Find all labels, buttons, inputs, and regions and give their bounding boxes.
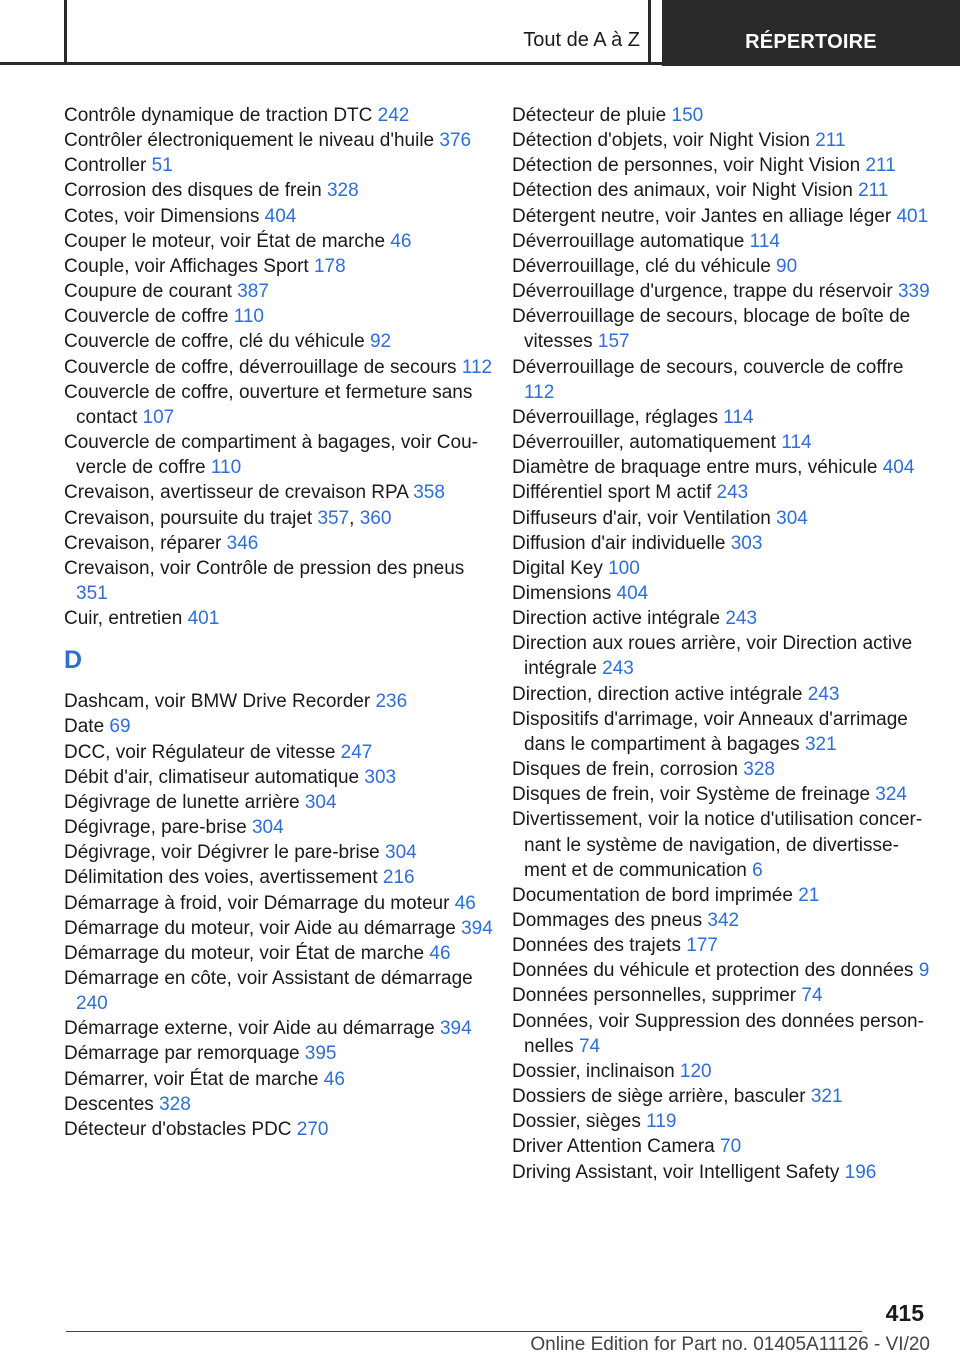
index-entry-term: Cuir, entretien xyxy=(64,608,183,630)
index-entry xyxy=(512,1160,932,1185)
index-entry xyxy=(64,279,494,304)
page-link[interactable]: 46 xyxy=(454,892,476,914)
index-entry-term: Couvercle de coffre, ouverture et fermeture sans contact xyxy=(64,381,473,428)
page-link[interactable]: 404 xyxy=(264,205,297,227)
page-link[interactable]: 242 xyxy=(377,105,410,126)
page-link[interactable]: 328 xyxy=(743,759,775,781)
index-entry-term: Démarrage par remorquage xyxy=(64,1043,300,1065)
index-entry-term: Données personnelles, supprimer xyxy=(512,985,797,1007)
page-link[interactable]: 9 xyxy=(918,960,930,982)
index-entry-term: Détergent neutre, voir Jantes en alliage léger xyxy=(512,205,892,227)
page-link[interactable]: 107 xyxy=(142,406,175,428)
page-link[interactable]: 321 xyxy=(810,1086,843,1108)
page-link[interactable]: 304 xyxy=(304,791,337,813)
index-entry xyxy=(64,556,494,606)
page-link[interactable]: 211 xyxy=(858,180,889,202)
page-link[interactable]: 112 xyxy=(461,356,493,378)
index-entry-term: Démarrage en côte, voir Assistant de démarrage xyxy=(64,968,473,989)
index-entry-term: Couvercle de coffre xyxy=(64,306,229,328)
page-link[interactable]: 395 xyxy=(304,1043,337,1065)
index-entry-term: Driving Assistant, voir Intelligent Safety xyxy=(512,1161,840,1183)
index-entry-term: Détection de personnes, voir Night Vision xyxy=(512,155,861,177)
index-entry-term: Divertissement, voir la notice d'utilisation concernant le système de navigation, de divertissement et de communication xyxy=(512,809,923,881)
index-entry xyxy=(512,782,932,807)
page-link[interactable]: 387 xyxy=(237,281,269,303)
page-link[interactable]: 324 xyxy=(875,784,907,806)
index-entry xyxy=(64,1092,494,1117)
index-entry-term: Couvercle de coffre, déverrouillage de secours xyxy=(64,356,457,378)
index-entry xyxy=(512,254,932,279)
index-entry-term: Couvercle de coffre, clé du véhicule xyxy=(64,331,365,353)
page-link[interactable]: 70 xyxy=(720,1136,742,1158)
page-link[interactable]: 112 xyxy=(524,381,555,403)
page-link[interactable]: 360 xyxy=(359,507,392,529)
index-entry-term: Détecteur d'obstacles PDC xyxy=(64,1118,292,1140)
index-entry-term: Crevaison, poursuite du trajet xyxy=(64,507,313,529)
index-entry xyxy=(512,204,932,229)
index-entry xyxy=(512,480,932,505)
page-link[interactable]: 328 xyxy=(326,180,359,202)
page-link[interactable]: 236 xyxy=(375,691,408,713)
index-entry xyxy=(64,153,494,178)
page-link[interactable]: 404 xyxy=(616,582,649,604)
index-entry xyxy=(64,865,494,890)
index-entry-term: Dossier, sièges xyxy=(512,1111,641,1133)
index-entry-term: Déverrouillage d'urgence, trappe du réservoir xyxy=(512,281,893,303)
index-entry-term: Diffusion d'air individuelle xyxy=(512,532,726,554)
page-link[interactable]: 119 xyxy=(646,1111,677,1133)
index-entry-term: Contrôler électroniquement le niveau d'huile xyxy=(64,130,435,152)
index-entry xyxy=(64,304,494,329)
index-entry xyxy=(64,178,494,203)
page-link[interactable]: 339 xyxy=(897,281,930,303)
index-entry-term: Diffuseurs d'air, voir Ventilation xyxy=(512,507,771,529)
page-link[interactable]: 303 xyxy=(364,766,397,788)
index-entry xyxy=(512,1084,932,1109)
index-entry-term: Documentation de bord imprimée xyxy=(512,884,793,906)
page-link[interactable]: 304 xyxy=(251,817,284,839)
page-link[interactable]: 6 xyxy=(752,859,763,881)
index-entry-term: Digital Key xyxy=(512,557,603,579)
index-entry-term: Démarrage du moteur, voir État de marche xyxy=(64,942,425,964)
index-entry-term: Corrosion des disques de frein xyxy=(64,180,322,202)
page-link[interactable]: 243 xyxy=(725,608,758,630)
index-entry xyxy=(64,1041,494,1066)
page-link[interactable]: 69 xyxy=(109,716,131,738)
section-title: Tout de A à Z xyxy=(523,29,640,51)
page-number: 415 xyxy=(885,1300,924,1326)
index-entry xyxy=(64,329,494,354)
page-link[interactable]: 74 xyxy=(578,1035,601,1057)
index-entry xyxy=(64,840,494,865)
index-entry xyxy=(512,933,932,958)
index-entry xyxy=(64,229,494,254)
page-link[interactable]: 243 xyxy=(602,658,634,680)
index-entry-term: Direction active intégrale xyxy=(512,608,721,630)
index-entry xyxy=(64,1117,494,1142)
index-entry xyxy=(64,714,494,739)
index-entry-term: Données des trajets xyxy=(512,935,681,957)
page-link[interactable]: 90 xyxy=(776,255,798,277)
index-entry xyxy=(512,178,932,203)
page-link[interactable]: 46 xyxy=(323,1068,345,1090)
index-entry-term: Démarrer, voir État de marche xyxy=(64,1068,319,1090)
index-entry xyxy=(64,128,494,153)
index-entry xyxy=(512,883,932,908)
index-entry xyxy=(512,581,932,606)
index-entry-term: Couple, voir Affichages Sport xyxy=(64,255,309,277)
index-entry-term: Contrôle dynamique de traction DTC xyxy=(64,105,373,126)
index-entry xyxy=(512,707,932,757)
index-entry-term: Données du véhicule et protection des données xyxy=(512,960,914,982)
index-entry xyxy=(512,1059,932,1084)
page-link[interactable]: 376 xyxy=(439,130,472,152)
index-entry xyxy=(64,689,494,714)
index-entry xyxy=(64,254,494,279)
index-entry xyxy=(64,355,494,380)
index-entry xyxy=(512,430,932,455)
index-entry-term: Controller xyxy=(64,155,147,177)
index-entry xyxy=(512,1109,932,1134)
index-entry xyxy=(64,480,494,505)
page-link[interactable]: 270 xyxy=(296,1118,329,1140)
index-entry-term: Dégivrage de lunette arrière xyxy=(64,791,300,813)
page-link[interactable]: 304 xyxy=(385,842,417,864)
index-entry xyxy=(512,229,932,254)
index-entry xyxy=(512,279,932,304)
index-entry-term: Démarrage à froid, voir Démarrage du moteur xyxy=(64,892,450,914)
footer-rule xyxy=(66,1331,862,1332)
page-link[interactable]: 74 xyxy=(801,985,823,1007)
index-entry-term: Détecteur de pluie xyxy=(512,105,667,126)
page-link[interactable]: 120 xyxy=(679,1060,712,1082)
page-link[interactable]: 346 xyxy=(226,532,259,554)
page-link[interactable]: 114 xyxy=(723,406,754,428)
index-entry xyxy=(512,757,932,782)
index-entry-term: Dimensions xyxy=(512,582,612,604)
page-link[interactable]: 178 xyxy=(313,255,346,277)
index-entry xyxy=(64,815,494,840)
index-entry-term: Déverrouillage de secours, couvercle de coffre xyxy=(512,356,904,378)
index-entry-term: Crevaison, avertisseur de crevaison RPA xyxy=(64,482,408,504)
index-entry-term: Dossiers de siège arrière, basculer xyxy=(512,1086,806,1108)
page-link[interactable]: 150 xyxy=(671,105,704,126)
page-link[interactable]: 177 xyxy=(686,935,718,957)
index-entry xyxy=(512,1009,932,1059)
index-entry xyxy=(512,153,932,178)
page-link[interactable]: 240 xyxy=(76,993,108,1015)
index-entry-term: DCC, voir Régulateur de vitesse xyxy=(64,741,336,763)
page-link[interactable]: 404 xyxy=(882,457,915,479)
index-entry xyxy=(64,531,494,556)
index-entry xyxy=(512,103,932,128)
index-entry-term: Direction, direction active intégrale xyxy=(512,683,803,705)
index-entry-term: Disques de frein, voir Système de freinage xyxy=(512,784,871,806)
page-link[interactable]: 114 xyxy=(781,432,812,454)
index-entry-term: Détection d'objets, voir Night Vision xyxy=(512,130,810,152)
index-entry-term: Direction aux roues arrière, voir Direction active intégrale xyxy=(512,633,913,680)
index-entry xyxy=(64,891,494,916)
index-entry-term: Débit d'air, climatiseur automatique xyxy=(64,766,360,788)
index-column-right xyxy=(512,103,932,1185)
section-tab[interactable]: RÉPERTOIRE xyxy=(662,0,960,66)
index-entry xyxy=(512,631,932,681)
page-link[interactable]: 321 xyxy=(804,733,837,755)
page-link[interactable]: 401 xyxy=(187,608,220,630)
header-rule xyxy=(0,62,662,65)
index-entry-term: Démarrage du moteur, voir Aide au démarrage xyxy=(64,917,456,939)
index-entry xyxy=(512,908,932,933)
index-entry xyxy=(64,1016,494,1041)
page-link[interactable]: 211 xyxy=(815,130,846,152)
index-entry xyxy=(64,430,494,480)
index-entry-term: Dashcam, voir BMW Drive Recorder xyxy=(64,691,371,713)
index-entry-term: Descentes xyxy=(64,1093,154,1115)
index-entry-term: Crevaison, réparer xyxy=(64,532,222,554)
index-entry xyxy=(512,304,932,354)
index-entry xyxy=(512,405,932,430)
index-entry-term: Dispositifs d'arrimage, voir Anneaux d'arrimage dans le compartiment à bagages xyxy=(512,708,908,755)
index-entry xyxy=(64,966,494,1016)
page-link[interactable]: 157 xyxy=(597,331,630,353)
index-entry-term: Driver Attention Camera xyxy=(512,1136,715,1158)
index-entry xyxy=(64,765,494,790)
index-entry-term: Déverrouillage, clé du véhicule xyxy=(512,255,771,277)
index-entry xyxy=(512,983,932,1008)
index-entry xyxy=(64,204,494,229)
page-link[interactable]: 303 xyxy=(730,532,763,554)
page-link[interactable]: 196 xyxy=(844,1161,877,1183)
index-entry xyxy=(512,556,932,581)
page-link[interactable]: 394 xyxy=(439,1018,472,1040)
index-entry xyxy=(512,682,932,707)
page-link[interactable]: 46 xyxy=(390,230,412,252)
index-entry xyxy=(64,740,494,765)
page-link[interactable]: 243 xyxy=(807,683,840,705)
index-entry-term: Disques de frein, corrosion xyxy=(512,759,738,781)
header-divider-right xyxy=(648,0,651,64)
index-entry-term: Déverrouillage automatique xyxy=(512,230,745,252)
index-entry-term: Cotes, voir Dimensions xyxy=(64,205,260,227)
index-entry-term: Données, voir Suppression des données personnelles xyxy=(512,1010,924,1057)
index-entry-term: Coupure de courant xyxy=(64,281,232,303)
index-entry xyxy=(512,455,932,480)
index-entry xyxy=(512,531,932,556)
index-entry-term: Délimitation des voies, avertissement xyxy=(64,867,378,889)
index-entry xyxy=(512,128,932,153)
page-link[interactable]: 211 xyxy=(865,155,896,177)
index-entry-term: Démarrage externe, voir Aide au démarrage xyxy=(64,1018,435,1040)
page-link[interactable]: 216 xyxy=(382,867,415,889)
index-entry xyxy=(64,790,494,815)
page-link[interactable]: 21 xyxy=(798,884,820,906)
index-entry-term: Déverrouiller, automatiquement xyxy=(512,432,777,454)
index-entry-term: Dégivrage, pare-brise xyxy=(64,817,247,839)
page-link[interactable]: 328 xyxy=(159,1093,191,1115)
page-link[interactable]: 401 xyxy=(896,205,929,227)
page-link[interactable]: 110 xyxy=(233,306,264,328)
page-link[interactable]: 100 xyxy=(608,557,640,579)
index-entry-term: Différentiel sport M actif xyxy=(512,482,712,504)
index-section-letter: D xyxy=(64,646,83,675)
index-entry xyxy=(64,103,494,128)
index-entry xyxy=(64,916,494,941)
index-entry-term: Déverrouillage, réglages xyxy=(512,406,718,428)
index-entry-term: Date xyxy=(64,716,105,738)
index-entry xyxy=(512,1134,932,1159)
index-entry-term: Dossier, inclinaison xyxy=(512,1060,675,1082)
index-entry-term: Crevaison, voir Contrôle de pression des pneus xyxy=(64,557,465,579)
index-entry xyxy=(512,606,932,631)
index-entry xyxy=(64,606,494,631)
page-link[interactable]: 342 xyxy=(707,910,740,931)
page-link[interactable]: 92 xyxy=(369,331,392,353)
index-entry xyxy=(512,506,932,531)
page-link[interactable]: 46 xyxy=(429,942,451,964)
page-link[interactable]: 243 xyxy=(716,482,749,504)
page-link[interactable]: 358 xyxy=(413,482,445,504)
index-entry xyxy=(64,941,494,966)
page-link[interactable]: 114 xyxy=(749,230,780,252)
page-link[interactable]: 110 xyxy=(210,457,242,479)
index-entry-term: Couvercle de compartiment à bagages, voir Couvercle de coffre xyxy=(64,432,478,479)
index-entry-term: Diamètre de braquage entre murs, véhicule xyxy=(512,457,878,479)
page-link[interactable]: 51 xyxy=(151,155,173,177)
index-column-left xyxy=(64,103,494,1142)
index-entry-term: Couper le moteur, voir État de marche xyxy=(64,230,386,252)
page-link[interactable]: 304 xyxy=(776,507,808,529)
index-entry xyxy=(512,355,932,405)
index-entry-term: Dommages des pneus xyxy=(512,910,703,931)
page-link[interactable]: 357 xyxy=(317,507,350,529)
index-entry xyxy=(64,1067,494,1092)
index-entry xyxy=(64,380,494,430)
index-entry-term: Déverrouillage de secours, blocage de boîte de vitesses xyxy=(512,306,911,353)
index-entry xyxy=(512,958,932,983)
index-entry-term: Détection des animaux, voir Night Vision xyxy=(512,180,853,202)
index-entry: Crevaison, poursuite du trajet 357, 360 xyxy=(64,507,392,529)
page-link[interactable]: 351 xyxy=(76,582,108,604)
index-entry-term: Dégivrage, voir Dégivrer le pare-brise xyxy=(64,842,380,864)
footer-edition: Online Edition for Part no. 01405A11126 - VI/20 xyxy=(530,1334,930,1355)
page-link[interactable]: 394 xyxy=(461,917,493,939)
index-entry xyxy=(512,807,932,882)
page-link[interactable]: 247 xyxy=(340,741,373,763)
header-divider-left xyxy=(64,0,67,64)
